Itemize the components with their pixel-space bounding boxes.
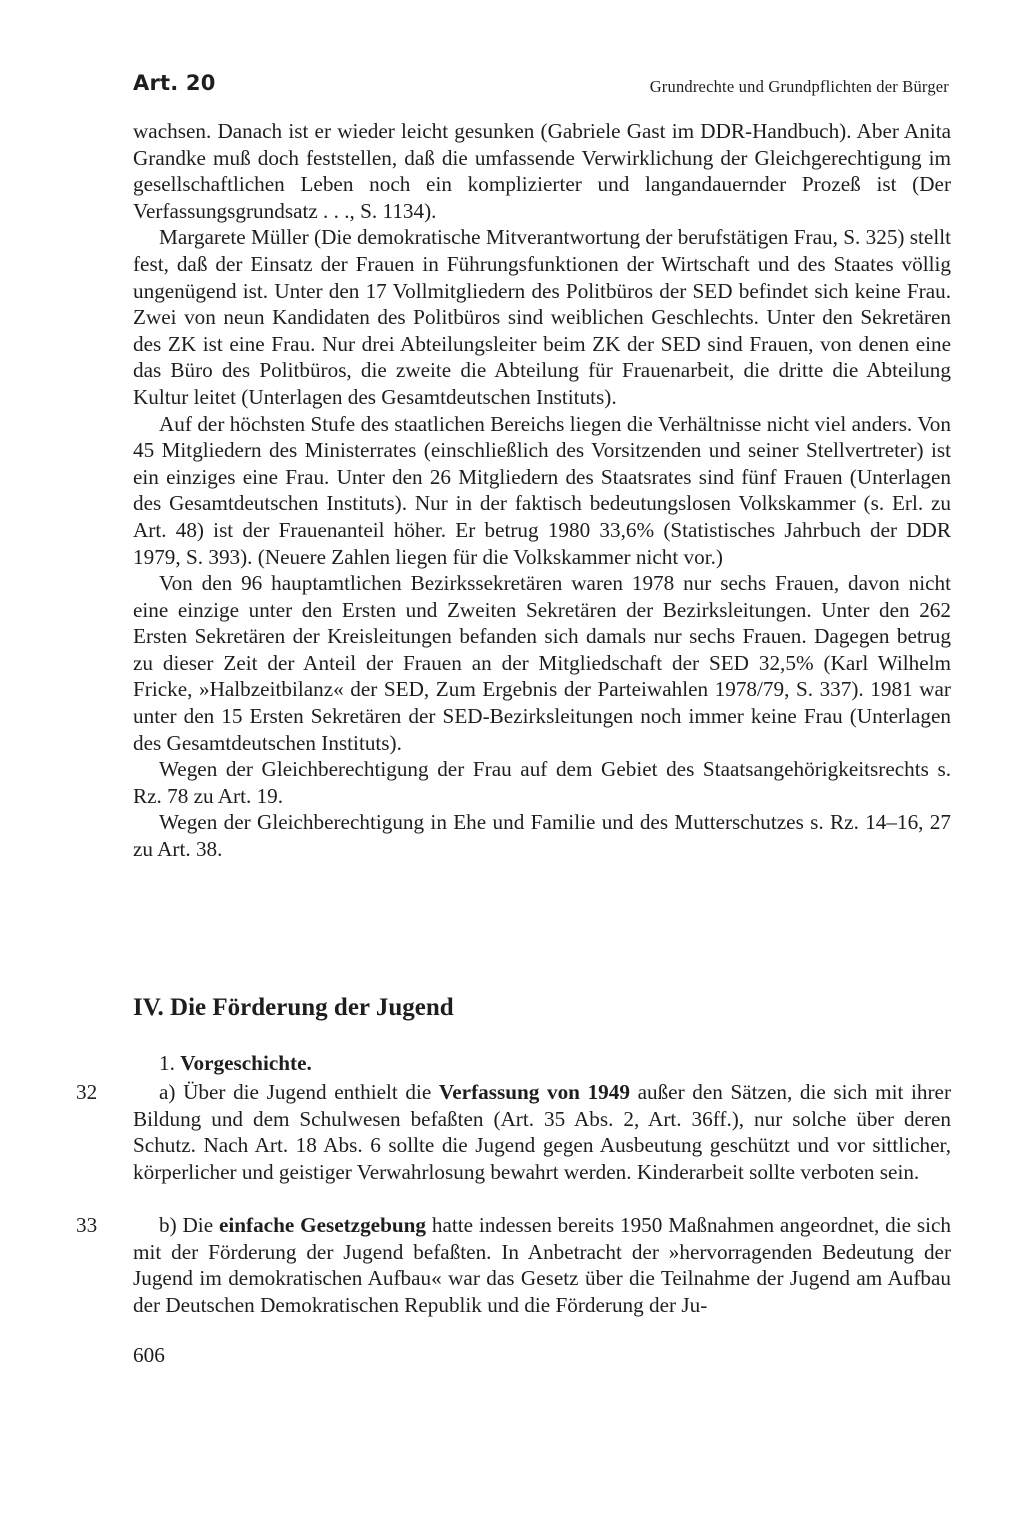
paragraph: Auf der höchsten Stufe des staatlichen Bereichs liegen die Verhältnisse nicht viel anders. Von 45 Mitgliedern des Ministerrates (einschließlich des Vorsitzenden und seiner Stellvertreter) ist ein einziges eine Frau. Unter den 26 Mitgliedern des Staatsrates sind fünf Frauen (Unterlagen des Gesamtdeutschen Instituts). Nur in der faktisch bedeutungslosen Volkskammer (s. Erl. zu Art. 48) ist der Frauenanteil höher. Er betrug 1980 33,6% (Statistisches Jahrbuch der DDR 1979, S. 393). (Neuere Zahlen liegen für die Volkskammer nicht vor.) [133,411,951,569]
page-number: 606 [133,1343,165,1367]
paragraph-text-post: außer den Sätzen, die sich mit ihrer Bildung und dem Schulwesen befaßten (Art. 35 Abs. 2, Art. 36ff.), nur solche über deren Schutz. Nach Art. 18 Abs. 6 sollte die Jugend gegen Ausbeutung geschützt und vor sittlicher, körperlicher und geistiger Verwahrlosung bewahrt werden. Kinderarbeit sollte verboten sein. [133,1080,952,1184]
body-text [133,118,951,863]
margin-number: 33 [76,1213,98,1237]
paragraph-text-post: hatte indessen bereits 1950 Maßnahmen angeordnet, die sich mit der Förderung der Jugend befaßten. In Anbetracht der »hervorragenden Bedeutung der Jugend im demokratischen Aufbau« war das Gesetz über die Teilnahme der Jugend am Aufbau der Deutschen Demokratischen Republik und die Förderung der Ju- [133,1213,952,1317]
paragraph: Von den 96 hauptamtlichen Bezirkssekretären waren 1978 nur sechs Frauen, davon nicht eine einzige unter den Ersten und Zweiten Sekretären der Bezirksleitungen. Unter den 262 Ersten Sekretären der Kreisleitungen befanden sich damals nur sechs Frauen. Dagegen betrug zu dieser Zeit der Anteil der Frauen an der Mitgliedschaft der SED 32,5% (Karl Wilhelm Fricke, »Halbzeitbilanz« der SED, Zum Ergebnis der Parteiwahlen 1978/79, S. 337). 1981 war unter den 15 Ersten Sekretären der SED-Bezirksleitungen noch immer keine Frau (Unterlagen des Gesamtdeutschen Instituts). [133,571,951,755]
paragraph: Wegen der Gleichberechtigung der Frau auf dem Gebiet des Staatsangehörigkeitsrechts s. Rz. 78 zu Art. 19. [133,757,951,808]
paragraph: wachsen. Danach ist er wieder leicht gesunken (Gabriele Gast im DDR-Handbuch). Aber Anita Grandke muß doch feststellen, daß die umfassende Verwirklichung der Gleichgerechtigung im gesellschaftlichen Leben noch ein komplizierter und langandauernder Prozeß ist (Der Verfassungsgrundsatz . . ., S. 1134). [133,119,951,223]
section-heading: IV. Die Förderung der Jugend [133,994,454,1021]
sub-heading-text: Vorgeschichte. [180,1051,312,1075]
paragraph-text-bold: einfache Gesetzgebung [218,1213,427,1237]
paragraph-text-pre: Über die Jugend enthielt die [183,1080,432,1104]
paragraph: Wegen der Gleichberechtigung in Ehe und Familie und des Mutterschutzes s. Rz. 14–16, 27 zu Art. 38. [133,810,951,862]
margin-number: 32 [76,1080,98,1104]
running-header-article: Art. 20 [133,71,216,95]
paragraph-label: a) [159,1080,176,1104]
paragraph: Margarete Müller (Die demokratische Mitverantwortung der berufstätigen Frau, S. 325) stellt fest, daß der Einsatz der Frauen in Führungsfunktionen der Wirtschaft und des Staates völlig ungenügend ist. Unter den 17 Vollmitgliedern des Politbüros der SED befindet sich keine Frau. Zwei von neun Kandidaten des Politbüros sind weiblichen Geschlechts. Unter den Sekretären des ZK ist eine Frau. Nur drei Abteilungsleiter beim ZK der SED sind Frauen, von denen eine das Büro des Politbüros, die zweite die Abteilung für Frauenarbeit, die dritte die Abteilung Kultur leitet (Unterlagen des Gesamtdeutschen Instituts). [133,225,951,409]
paragraph-label: b) [159,1213,177,1237]
paragraph-text-pre: Die [182,1213,214,1237]
numbered-paragraph [133,1212,951,1318]
paragraph-text-bold: Verfassung von 1949 [438,1080,630,1104]
running-header-title: Grundrechte und Grundpflichten der Bürger [649,77,949,96]
sub-heading-number: 1. [159,1051,175,1075]
numbered-paragraph [133,1079,951,1185]
sub-heading [159,1050,312,1077]
